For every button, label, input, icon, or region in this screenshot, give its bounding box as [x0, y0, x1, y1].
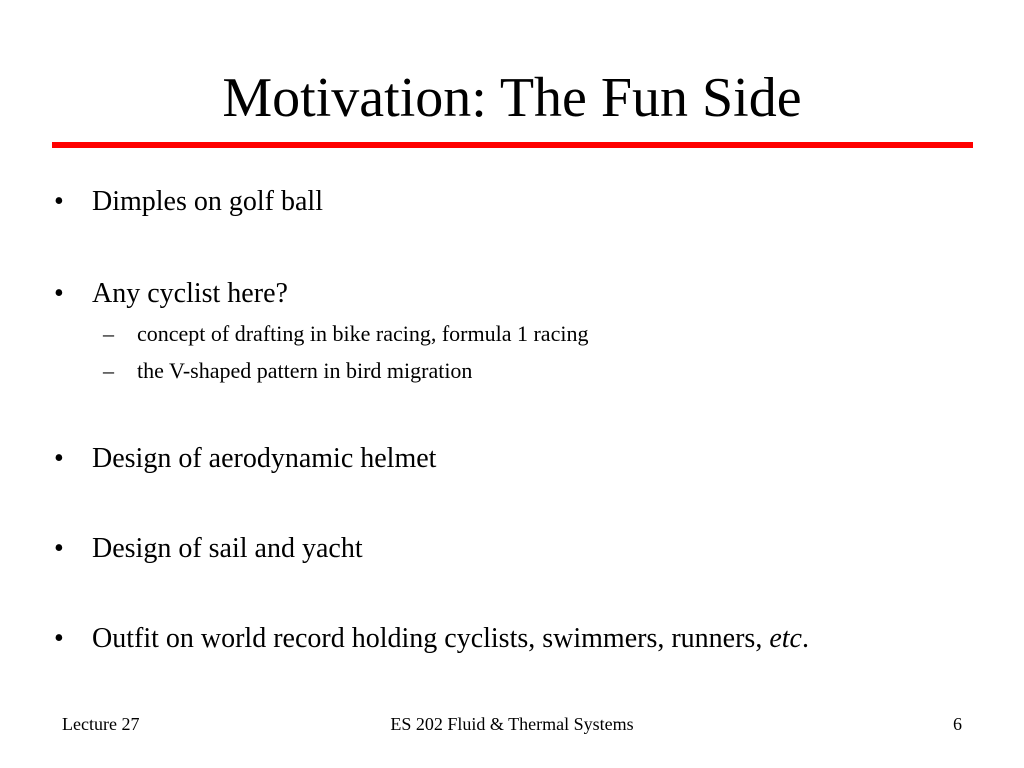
sub-bullet-item	[103, 357, 472, 385]
bullet-mark: •	[54, 533, 64, 564]
bullet-text: Dimples on golf ball	[92, 186, 323, 217]
sub-bullet-mark: –	[103, 321, 114, 346]
sub-bullet-mark: –	[103, 358, 114, 383]
slide-title: Motivation: The Fun Side	[222, 67, 802, 129]
sub-bullet-text: the V-shaped pattern in bird migration	[137, 358, 473, 383]
bullet-text: Design of sail and yacht	[92, 533, 363, 564]
bullet-mark: •	[54, 443, 64, 474]
sub-bullet-item	[103, 320, 588, 348]
bullet-item	[54, 442, 436, 476]
bullet-text: Any cyclist here?	[92, 278, 288, 309]
bullet-mark: •	[54, 278, 64, 309]
bullet-item	[54, 622, 809, 656]
bullet-mark: •	[54, 623, 64, 654]
sub-bullet-text: concept of drafting in bike racing, formula 1 racing	[137, 321, 589, 346]
bullet-mark: •	[54, 186, 64, 217]
footer-lecture: Lecture 27	[62, 714, 140, 734]
title-underline-rule	[52, 142, 973, 148]
footer-course: ES 202 Fluid & Thermal Systems	[390, 714, 634, 734]
bullet-item	[54, 532, 363, 566]
bullet-item	[54, 185, 323, 219]
bullet-text-italic: etc	[769, 623, 802, 654]
bullet-text: Outfit on world record holding cyclists, swimmers, runners,	[92, 623, 770, 654]
footer-page-number: 6	[953, 714, 962, 734]
bullet-item	[54, 277, 288, 311]
bullet-text: Design of aerodynamic helmet	[92, 443, 437, 474]
bullet-text-suffix: .	[801, 623, 809, 654]
